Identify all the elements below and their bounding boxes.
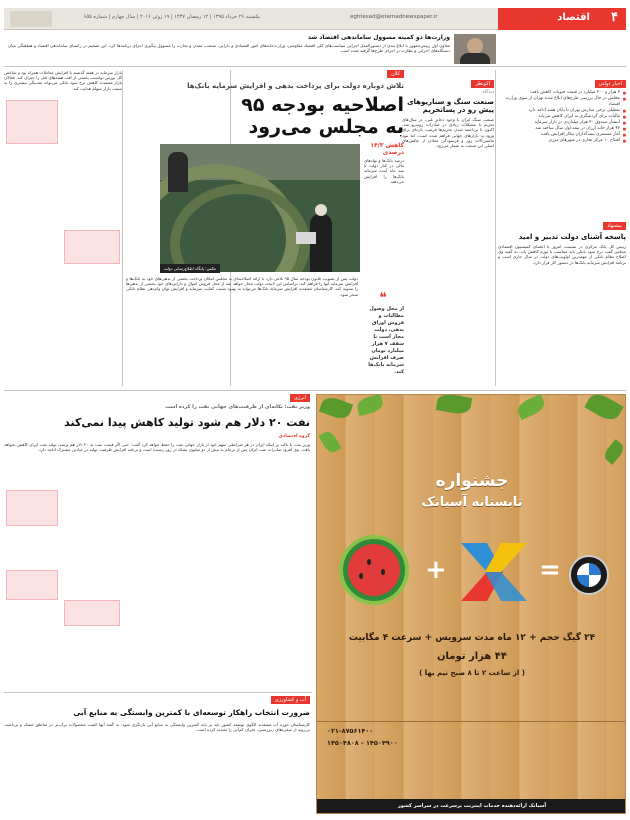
list-item: ■ مجلس در حال بررسی طرح‌های ابلاغ شده تهران از سوی وزارت اقتصاد [498,96,626,108]
bottom-story-tag: آب و کشاورزی [271,696,310,704]
ad-footer: آسیاتک ارائه‌دهنده خدمات اینترنت پرسرعت در سراسر کشور [397,803,547,809]
column-body: صنعت سنگ ایران با وجود ذخایر غنی، در سال‌های تحریم با مشکلات زیادی در صادرات روبه‌رو شد. اکنون با برداشته شدن تحریم‌ها فرصت تازه‌ای برای ورود به بازارهای جهانی فراهم شده است، اما نبود ماشین‌آلات روز و فرسودگی معادن از چالش‌های اصلی این صنعت به شمار می‌رود. [402,117,494,149]
news-briefs [498,70,626,198]
quote-text: از محل وصول مطالبات و فروش اوراق بدهی، دولت مجاز است تا سقف ۷ هزار میلیارد تومان صرف افزایش سرمایه بانک‌ها کند. [368,306,404,375]
list-item: ■ ۳ هزار و ۲۰۰ میلیارد در قیمت حبوبات کاهش یافت [498,90,626,96]
energy-story-head [4,394,310,412]
ad-hours: ( از ساعت ۲ تا ۸ صبح نیم بها ) [419,669,525,677]
list-item: ■ ۴۷ هزار خانه ارزان در نیمه اول سال ساخته شد [498,126,626,132]
main-story-sidebar [364,142,404,240]
main-story-kicker: تلاش دوباره دولت برای پرداخت بدهی و افزایش سرمایه بانک‌ها [187,82,404,90]
main-story-tag-row [126,70,404,80]
quote-icon: ❝ [379,290,387,306]
bottom-story-title: ضرورت انتخاب راهکار توسعه‌ای با کمترین وابستگی به منابع آبی [73,708,310,717]
page-number: ۴ [611,10,618,25]
list-item: ■ افتتاح ۱۰ مرکز تجاری در شهرهای مرزی [498,138,626,144]
top-story [8,34,450,60]
highlight-box [64,230,120,264]
dateline: یکشنبه ۲۶ خرداد ۱۳۹۵ | ۱۲ رمضان ۱۴۳۷ | ۱۹ ژوئن ۲۰۱۶ | سال چهارم | شماره ۶۵۵ [83,14,260,20]
masthead-logo [10,11,52,27]
left-column-story [498,212,626,392]
story-body: رییس کل بانک مرکزی در نشست امروز با اعضای کمیسیون اقتصادی مجلس گفت نرخ سود بانکی باید متناسب با تورم کاهش یابد. به گفته وی اصلاح نظام بانکی از مهم‌ترین اولویت‌های دولت در سال جاری است و برنامه افزایش سرمایه بانک‌ها در دستور کار قرار دارد. [498,244,626,265]
sidebar-title: کاهش ۱۴/۳ درصدی [370,142,404,156]
ad-phone-2: ۱۴۵۰۴۸۰۸ - ۱۴۵۰۴۹۰۰ [327,739,398,747]
list-item: ■ انتشار صندوق ۳۰ هزار میلیاردی در بازار سرمایه [498,120,626,126]
pull-quote [362,290,404,386]
parliament-photo [160,144,360,272]
energy-byline: گروه اقتصادی [278,434,310,439]
section-title: اقتصاد [557,12,590,23]
story-tag: پیشنهاد [603,222,626,230]
asiatech-logo-icon [457,535,531,609]
column-title: صنعت سنگ و سناریوهای پیش رو در پساتحریم [407,98,494,114]
highlight-box [64,600,120,626]
ad-title-2: تابستانه آسیاتک [421,495,523,510]
main-story-title-2: به مجلس می‌رود [248,116,404,138]
energy-title: نفت ۲۰ دلار هم شود تولید کاهش پیدا نمی‌کند [64,416,310,429]
story-title: پاسخه آشنای دولت تدبیر و امید [518,233,626,241]
bmw-logo-icon [569,555,609,595]
list-item: ■ آمار مستمری بیمه‌گذاران بیکار افزایش یافت [498,132,626,138]
energy-body: وزیر نفت با تاکید بر اینکه ایران در هر شرایطی سهم خود از بازار جهانی نفت را حفظ خواهد کرد گفت: حتی اگر قیمت نفت به ۲۰ دلار هم برسد، تولید نفت ایران کاهش نخواهد یافت. وی افزود صادرات نفت ایران پس از برجام به بیش از دو میلیون بشکه در روز رسیده است و برنامه افزایش ظرفیت تولید در میادین مشترک ادامه دارد. [4,442,310,453]
main-story-body: دولت پس از تصویب قانون بودجه سال ۹۵ تلاش دارد با ارائه اصلاحیه‌ای به مجلس امکان پرداخت بخشی از بدهی‌های خود به بانک‌ها و افزایش سرمایه آنها را فراهم کند. براساس این لایحه، دولت مجاز خواهد شد از محل فروش اموال و دارایی‌های خود بخشی از بدهی‌ها را تسویه کند. کارشناسان معتقدند افزایش سرمایه بانک‌ها می‌تواند به بهبود نسبت کفایت سرمایه و افزایش توان وام‌دهی نظام بانکی منجر شود. [126,276,358,297]
watermelon-icon [339,535,409,605]
photo-caption: عکس: پایگاه اطلاع‌رسانی دولت [160,264,220,273]
news-briefs-label: اخبار دولتی [595,80,626,88]
energy-tag: انرژی [290,394,310,402]
column-piece [402,70,494,386]
energy-kicker: وزیر نفت: تکانه‌ای از ظرفیت‌های جهانی نفت را کرده است [165,404,310,410]
sidebar-body: درصد بانک‌ها و نهادهای مالی در کنار دولت تا سه ماه آینده سرمایه بانک‌ها را افزایش می‌دهند. [364,158,404,184]
list-item: ■ مالیات برای گردشگری به ایران کاهش می‌یابد [498,114,626,120]
bottom-story-tag-row [4,696,310,706]
top-story-title: وزارت‌ها دو کمیته مسوول ساماندهی اقتصاد شد [307,34,450,41]
section-email: eghtesad@etemadnewspaper.ir [350,14,438,20]
advertisement[interactable] [316,394,626,814]
highlight-box [6,490,58,526]
bottom-story-body: کارشناسان حوزه آب معتقدند الگوی توسعه کشور باید بر پایه کمترین وابستگی به منابع آبی بازنگری شود. به گفته آنها کشت محصولات پرآب‌بر در مناطق خشک و برداشت بی‌رویه از سفره‌های زیرزمینی، بحران کم‌آبی را تشدید کرده است. [4,722,310,733]
top-story-body: معاون اول رییس‌جمهور با ابلاغ بندی از دستورالعمل اجرایی سیاست‌های کلی اقتصاد مقاومتی، وزارت‌خانه‌های امور اقتصادی و دارایی، صنعت، معدن و تجارت را مسوول پیگیری اجرای برنامه‌ها کرد. این تصمیم در راستای ساماندهی اقتصاد و هماهنگی میان دستگاه‌های اجرایی و نظارت بر اجرای طرح‌ها گرفته شده است. [8,43,450,54]
equals-icon: = [539,555,561,585]
section-header [498,8,626,30]
main-story-title-1: اصلاحیه بودجه ۹۵ [241,94,404,116]
portrait-photo [454,34,496,64]
column-subtitle: دیدگاه [482,90,494,95]
ad-title-1: جشنواره [435,471,509,491]
ad-phone-1: ۰۲۱-۸۷۵۶۱۴۰۰ [327,727,374,735]
list-item: ■ تعطیلی برخی مدارس تهران تا پایان هفته ادامه دارد [498,108,626,114]
far-left-body: بازار سرمایه در هفته گذشته با افزایش معاملات همراه بود و شاخص کل بورس توانست بخشی از افت هفته‌های قبل را جبران کند. فعالان بازار معتقدند کاهش نرخ سود بانکی می‌تواند نقدینگی بیشتری را به سمت بازار سهام هدایت کند. [4,70,122,91]
highlight-box [6,570,58,600]
ad-price: ۴۴ هزار تومان [436,651,508,662]
ad-offer: ۲۴ گیگ حجم + ۱۲ ماه مدت سرویس + سرعت ۴ مگابیت [348,633,596,643]
highlight-box [6,100,58,144]
column-label: اکو‌نظر [471,80,494,88]
main-story-tag: کلان [387,70,404,78]
plus-icon: + [425,555,447,585]
